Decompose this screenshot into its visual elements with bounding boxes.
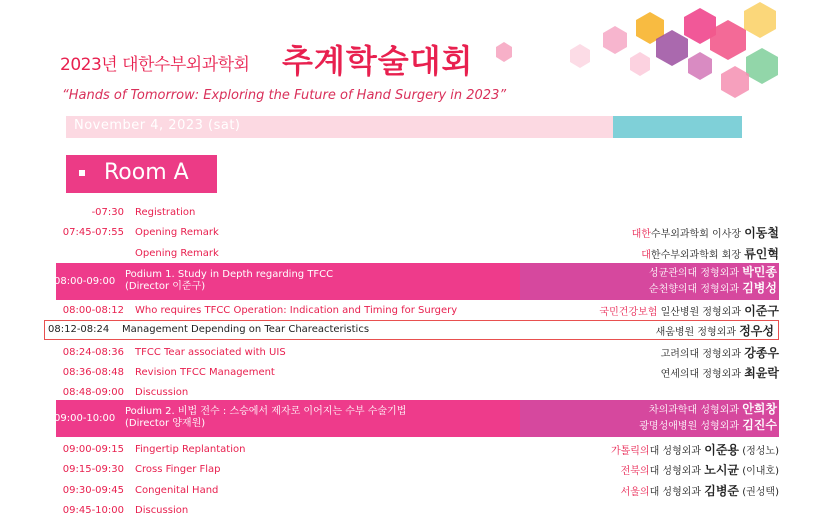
row-speaker: 순천향의대 정형외과 김병성: [648, 281, 777, 295]
row-time: 08:00-09:00: [54, 276, 116, 287]
row-topic: Revision TFCC Management: [135, 367, 275, 378]
row-time: -07:30: [91, 207, 124, 218]
row-topic: Opening Remark: [135, 248, 219, 259]
date-text: November 4, 2023 (sat): [74, 118, 241, 133]
row-speaker: 새움병원 정형외과 정우성: [655, 324, 774, 338]
row-time: 09:45-10:00: [62, 505, 124, 516]
row-speaker: 성균관의대 정형외과 박민종: [648, 265, 777, 279]
row-time: 09:15-09:30: [62, 464, 124, 475]
title-small: 2023년 대한수부외과학회: [60, 55, 250, 75]
row-director: (Director 이준구): [125, 281, 206, 292]
room-label: Room A: [104, 160, 189, 185]
row-topic: Registration: [135, 207, 196, 218]
row-speaker: 전북의대 성형외과 노시균 (이내호): [620, 463, 779, 477]
highlighted-row: [44, 320, 779, 340]
row-topic: TFCC Tear associated with UIS: [135, 347, 286, 358]
title-big: 추계학술대회: [282, 42, 474, 80]
row-speaker: 가톨릭의대 성형외과 이준용 (정성노): [610, 443, 779, 457]
row-topic: Cross Finger Flap: [135, 464, 221, 475]
room-header: [66, 155, 217, 193]
row-topic: Discussion: [135, 505, 189, 516]
row-time: 09:00-10:00: [54, 413, 116, 424]
row-topic: Management Depending on Tear Chareacteristics: [122, 324, 370, 335]
row-speaker: 연세의대 정형외과 최윤락: [660, 366, 779, 380]
row-topic: Fingertip Replantation: [135, 444, 246, 455]
row-time: 07:45-07:55: [62, 227, 124, 238]
row-director: (Director 양재원): [125, 418, 206, 429]
subtitle: “Hands of Tomorrow: Exploring the Future of Hand Surgery in 2023”: [62, 88, 507, 103]
row-speaker: 대한수부외과학회 회장 류인혁: [641, 247, 779, 261]
row-topic: Discussion: [135, 387, 189, 398]
row-topic: Who requires TFCC Operation: Indication and Timing for Surgery: [135, 305, 458, 316]
row-topic: Congenital Hand: [135, 485, 219, 496]
row-time: 08:00-08:12: [62, 305, 124, 316]
row-speaker: 서울의대 성형외과 김병준 (권성택): [620, 484, 779, 498]
row-time: 08:12-08:24: [48, 324, 110, 335]
row-speaker: 고려의대 정형외과 강종우: [660, 346, 779, 360]
row-speaker: 광명성애병원 성형외과 김진수: [639, 418, 777, 432]
date-bar-accent: [613, 116, 742, 138]
row-time: 08:24-08:36: [62, 347, 124, 358]
podium-1-row: [46, 263, 779, 300]
bullet-icon: [79, 170, 85, 176]
row-speaker: 국민건강보험 일산병원 정형외과 이준구: [599, 304, 779, 318]
row-speaker: 차의과학대 성형외과 안희창: [648, 402, 777, 416]
row-topic: Opening Remark: [135, 227, 219, 238]
row-time: 08:48-09:00: [62, 387, 124, 398]
row-topic: Podium 1. Study in Depth regarding TFCC: [125, 269, 334, 280]
row-time: 09:30-09:45: [62, 485, 124, 496]
row-time: 09:00-09:15: [62, 444, 124, 455]
row-speaker: 대한수부외과학회 이사장 이동철: [631, 226, 779, 240]
row-topic: Podium 2. 비법 전수 : 스승에서 제자로 이어지는 수부 수술기법: [125, 406, 407, 417]
podium-2-row: [46, 400, 779, 437]
row-time: 08:36-08:48: [62, 367, 124, 378]
